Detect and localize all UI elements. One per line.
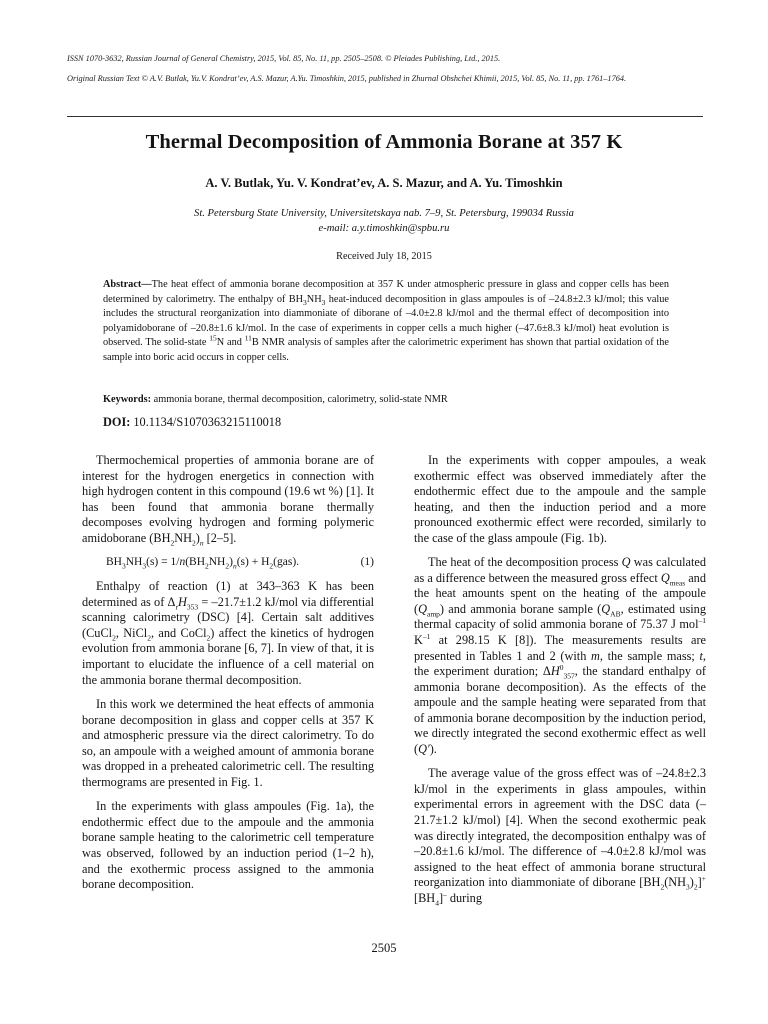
keywords-text: ammonia borane, thermal decomposition, calorimetry, solid-state NMR bbox=[153, 394, 448, 405]
journal-citation-line: ISSN 1070-3632, Russian Journal of General Chemistry, 2015, Vol. 85, No. 11, pp. 2505–2508. © Pleiades Publishing, Ltd., 2015. bbox=[67, 54, 501, 63]
left-column bbox=[82, 453, 374, 902]
abstract-text: The heat effect of ammonia borane decomposition at 357 K under atmospheric pressure in glass and copper cells has been determined by calorimetry. The enthalpy of BH bbox=[103, 279, 669, 305]
right-column bbox=[414, 453, 706, 915]
article-title: Thermal Decomposition of Ammonia Borane at 357 K bbox=[145, 131, 623, 153]
paragraph: In the experiments with glass ampoules (Fig. 1a), the endothermic effect due to the ampoule and the ammonia borane sample heating to the calorimetric cell temperature was observed, followed by an induction period (1–2 h), and the exothermic process assigned to the ammonia borane decomposition. bbox=[82, 799, 374, 892]
doi-label: DOI: bbox=[103, 415, 131, 429]
equation-1 bbox=[82, 555, 374, 570]
header-rule bbox=[67, 116, 703, 117]
author-email[interactable]: e-mail: a.y.timoshkin@spbu.ru bbox=[318, 222, 450, 234]
paragraph: In the experiments with copper ampoules, a weak exothermic effect was observed immediately after the endothermic effect due to the ampoule and the sample heating, and then the induction period and a more pronounced exothermic effect were recorded, similarly to the case of the glass ampoule (Fig. 1b). bbox=[414, 453, 706, 545]
paragraph: In this work we determined the heat effects of ammonia borane decomposition in glass and copper cells at 357 K and atmospheric pressure via the direct calorimetry. To do so, an ampoule with a weighed amount of ammonia borane was dropped in a preheated calorimetric cell. The resulting thermograms are presented in Fig. 1. bbox=[82, 697, 374, 789]
affiliation: St. Petersburg State University, Universitetskaya nab. 7–9, St. Petersburg, 199034 Russia bbox=[194, 208, 574, 219]
abstract: Abstract—The heat effect of ammonia borane decomposition at 357 K under atmospheric pressure in glass and copper cells has been determined by calorimetry. The enthalpy of $BH_3NH_3$ heat-induced decomposition in glass ampoules is of –24.8±2.3 kJ/mol; this value includes the structural reorganization into diammoniate of diborane of –4.0±2.8 kJ/mol and the thermal effect of decomposition into polyamidoborane of –20.8±1.6 kJ/mol. In the case of experiments in copper cells a much higher (–47.6±8.3 kJ/mol) heat evolution is observed. The solid-state $^{15}$N and $^{11}$B NMR analysis of samples after the calorimetric experiment has shown that partial oxidation of the sample into boric acid occurs in copper cells. bbox=[103, 279, 669, 363]
affiliation-block bbox=[0, 207, 768, 236]
equation-number: (1) bbox=[360, 556, 374, 569]
keywords-label: Keywords: bbox=[103, 394, 152, 405]
paragraph: Enthalpy of reaction (1) at 343–363 K has been determined as of $\Delta_rH_{353} = -21.7\pm 1.2$ kJ/mol via differential scanning calorimetry (DSC) [4]. Certain salt additives (CuCl$_2$, NiCl$_2$, and CoCl$_2$) affect the kinetics of hydrogen evolution from ammonia borane [6, 7]. In view of that, it is important to elucidate the influence of a cell material on the ammonia borane thermal decomposition. bbox=[82, 579, 374, 687]
doi-line bbox=[103, 415, 669, 430]
paragraph: The heat of the decomposition process Q was calculated as a difference between the measured gross effect $Q_{meas}$ and the heat amounts spent on the heating of the ampoule $(Q_{amp})$ and ammonia borane sample ($Q_{AB}$, estimated using thermal capacity of solid ammonia borane of 75.37 J mol$^{-1}$ $K^{-1}$ at 298.15 K [8]). The measurements results are presented in Tables 1 and 2 (with m, the sample mass; t, the experiment duration; $\Delta H^0_{357}$, the standard enthalpy of ammonia borane decomposition). As the effects of the ampoule and the sample heating were separated from that of ammonia borane decomposition by the induction period, we directly integrated the second exothermic effect as well (Q′). bbox=[414, 555, 706, 756]
abstract-dash: — bbox=[141, 279, 152, 290]
received-date: Received July 18, 2015 bbox=[336, 251, 432, 262]
abstract-label: Abstract bbox=[103, 279, 142, 290]
page-number: 2505 bbox=[371, 941, 397, 955]
doi-value[interactable]: 10.1134/S1070363215110018 bbox=[133, 415, 282, 429]
original-text-line: Original Russian Text © A.V. Butlak, Yu.V. Kondrat’ev, A.S. Mazur, A.Yu. Timoshkin, 2015, published in Zhurnal Obshchei Khimii, 2015, Vol. 85, No. 11, pp. 1761–1764. bbox=[67, 74, 627, 83]
paragraph: Thermochemical properties of ammonia borane are of interest for the hydrogen energetics in connection with high hydrogen content in this compound (19.6 wt %) [1]. It has been found that ammonia borane thermally decomposes evolving hydrogen and forming polymeric amidoborane $(BH_2NH_2)_n$ [2–5]. bbox=[82, 453, 374, 548]
keywords bbox=[103, 393, 669, 408]
equation-text: $BH_3NH_3(s) = 1/n(BH_2NH_2)_n(s) + H_2(gas)$. bbox=[106, 556, 300, 571]
article-authors: A. V. Butlak, Yu. V. Kondrat’ev, A. S. Mazur, and A. Yu. Timoshkin bbox=[205, 176, 563, 190]
paragraph: The average value of the gross effect was of –24.8±2.3 kJ/mol in the experiments in glass ampoules, within experimental errors in agreement with the DSC data (–21.7±1.2 kJ/mol) [4]. When the second exothermic peak was directly integrated, the decomposition enthalpy was of –20.8±1.6 kJ/mol. The difference of –4.0±2.8 kJ/mol was assigned to the heat effect of ammonia borane structural reorganization into diammoniate of diborane $[BH_2(NH_3)_2]^+[BH_4]^-$ during bbox=[414, 766, 706, 908]
